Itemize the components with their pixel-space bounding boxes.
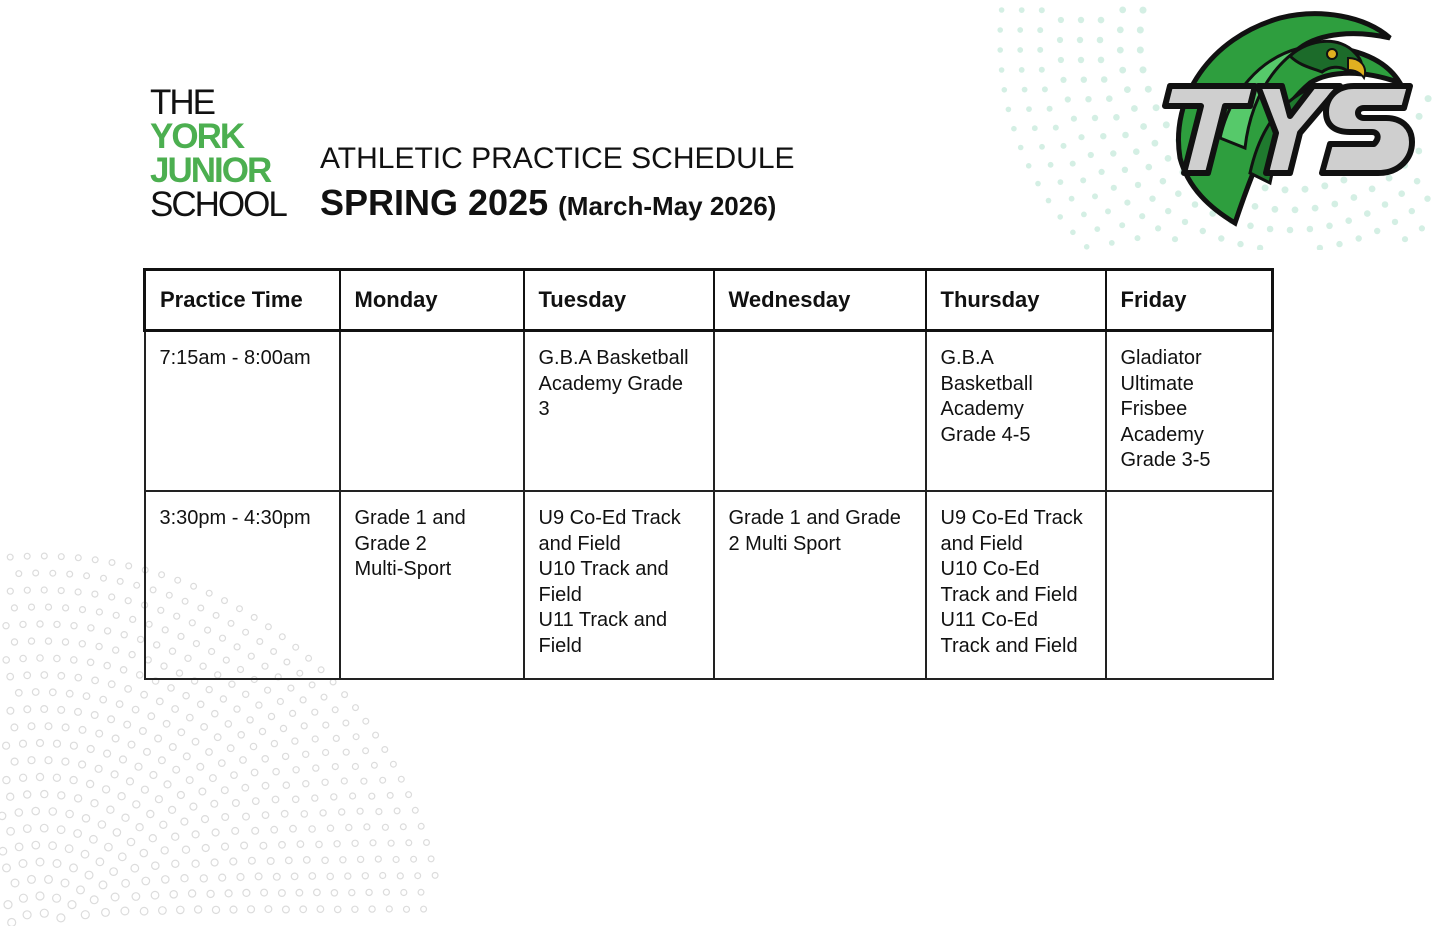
hawk-mascot-icon	[1150, 8, 1424, 230]
table-row	[145, 491, 1273, 679]
cell-monday	[340, 331, 524, 492]
cell-tuesday: U9 Co-Ed Track and Field U10 Track and Field U11 Track and Field	[524, 491, 714, 679]
cell-wednesday: Grade 1 and Grade 2 Multi Sport	[714, 491, 926, 679]
season-label: SPRING 2025	[320, 182, 549, 223]
table-header-row	[145, 270, 1273, 331]
logo-line-the: THE	[150, 83, 214, 122]
cell-monday: Grade 1 and Grade 2 Multi-Sport	[340, 491, 524, 679]
cell-tuesday: G.B.A Basketball Academy Grade 3	[524, 331, 714, 492]
logo-line-school: SCHOOL	[150, 185, 286, 224]
header-practice-time: Practice Time	[145, 270, 340, 331]
schedule-season	[320, 182, 795, 224]
cell-friday: Gladiator Ultimate Frisbee Academy Grade 3-5	[1106, 331, 1273, 492]
logo-line-junior: JUNIOR	[150, 151, 271, 190]
cell-wednesday	[714, 331, 926, 492]
page-heading	[320, 142, 795, 224]
cell-time: 7:15am - 8:00am	[145, 331, 340, 492]
practice-schedule-table	[143, 268, 1274, 680]
cell-time: 3:30pm - 4:30pm	[145, 491, 340, 679]
table-row	[145, 331, 1273, 492]
header-friday: Friday	[1106, 270, 1273, 331]
cell-thursday: U9 Co-Ed Track and Field U10 Co-Ed Track and Field U11 Co-Ed Track and Field	[926, 491, 1106, 679]
school-logo	[150, 83, 310, 224]
cell-friday	[1106, 491, 1273, 679]
header-wednesday: Wednesday	[714, 270, 926, 331]
cell-thursday: G.B.A Basketball Academy Grade 4-5	[926, 331, 1106, 492]
header-tuesday: Tuesday	[524, 270, 714, 331]
header-monday: Monday	[340, 270, 524, 331]
schedule-title: ATHLETIC PRACTICE SCHEDULE	[320, 142, 795, 175]
season-date-range: (March-May 2026)	[558, 191, 777, 221]
header-thursday: Thursday	[926, 270, 1106, 331]
logo-line-york: YORK	[150, 117, 244, 156]
